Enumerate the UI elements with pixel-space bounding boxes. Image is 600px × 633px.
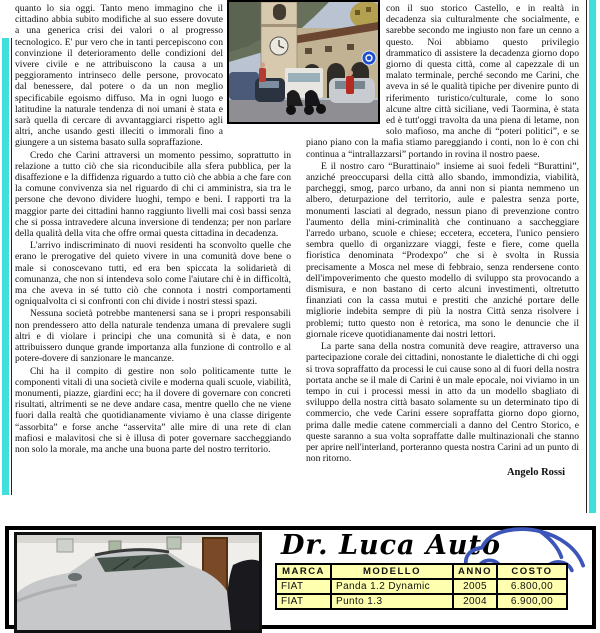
price-table bbox=[275, 563, 568, 610]
dealer-name: Dr. Luca Auto bbox=[281, 530, 501, 561]
paragraph-right-2: E il nostro caro “Burattinaio” insieme ai suoi fedeli “Burattini”, anziché preoccuparsi della città allo sbando, immondizia, viabilità, parcheggi, smog, parco urbano, da anni non si pianta nemmeno un albero, deturpazione del territorio, aule e palestra senza porte, monumenti lasciati al degrado, nessun piano di prevenzione contro l'aumento della mini-criminalità che continuano a saccheggiare l'arredo urbano, scuole e chiese; eccetera, eccetera, l'unico pensiero sembra quello di organizzare viaggi, feste e fiere, come quella fioristica denominata “Prodexpo” che si è svolta in Russia precisamente a Mosca nel mese di febbraio, senza rendersene conto dell'impoverimento che questo modello di sviluppo sta provocando a dismisura, e non bastano di certo alcuni investimenti, oltretutto finanziati con la cassa mutui e prestiti che anziché portare delle migliorie indebita sempre di più la nostra Città senza risolvere i problemi; tutto questo non è retorica, ma sono le denuncie che il giornale riceve quotidianamente dai nostri lettori. bbox=[306, 160, 579, 340]
showroom-car-photo bbox=[14, 532, 262, 633]
paragraph-left-4: Nessuna società potrebbe mantenersi sana se i propri responsabili non prendessero atto della naturale tendenza umana di prevalere sugli altri e di violare i principi che una comunità si è data, e non attribuissero dunque grande importanza alla funzione di controllo e al potere-dovere di sanzionare le mancanze. bbox=[15, 308, 291, 365]
cell-costo: 6.900,00 bbox=[497, 594, 567, 609]
table-row bbox=[276, 579, 567, 594]
table-header-row bbox=[276, 564, 567, 579]
cell-marca: FIAT bbox=[276, 594, 331, 609]
byline: Angelo Rossi bbox=[506, 467, 565, 479]
paragraph-left-1: quanto lo sia oggi. Tanto meno immagino che il cittadino abbia subito modifiche al suo essere dovute a una generica crisi dei valori o al progresso tecnologico. E' pur vero che in tanti percepiscono con convinzione il deterioramento delle condizioni del vivere civile e ne attribuiscono la causa a un peggioramento intrinseco delle persone, provocato dal benessere, dal potere o da un non meglio specificabile egoismo diffuso. Ma in ogni luogo e latitudine la naturale tendenza di noi umani è stata e sarà quella di cercare di avvantaggiarci rispetto agli altri, anche usando gesti illeciti o immorali fino a giungere a un sistema basato sulla sopraffazione. bbox=[15, 3, 223, 149]
paragraph-left-2: Credo che Carini attraversi un momento pessimo, soprattutto in relazione a tutto ciò che sia riconducibile alla sfera pubblica, per la disaffezione e la diffidenza riguardo a tutto ciò che abbia a che fare con la comune convivenza sia nel riguardo di chi ci amministra, sia tra le persone che devono dividere luoghi, tempo e beni. I rapporti tra la maggior parte dei cittadini hanno raggiunto livelli mai così bassi senza che si possa intravedere alcuna inversione di tendenza; per non parlare della qualità della vita che offre ormai questa cittadina in decadenza. bbox=[15, 149, 291, 240]
left-margin-rule bbox=[2, 38, 9, 495]
col-header-costo: COSTO bbox=[497, 564, 567, 579]
cell-costo: 6.800,00 bbox=[497, 579, 567, 594]
paragraph-left-5: Chi ha il compito di gestire non solo politicamente tutte le componenti vitali di una società civile e moderna quali scuole, viabilità, monumenti, piazze, giardini ecc; ha il dovere di governare con concreti risultati, altrimenti se ne deve andare casa, mentre quello che ne viene fuori dalla realtà che quotidianamente viviamo è una classe dirigente “assorbita” e forse anche “asservita” alle mire di una rete di clan mafiosi e malavitosi che si è illusa di poter governare saccheggiando non solo la morale, ma anche una buona parte del nostro territorio. bbox=[15, 365, 292, 455]
piazza-carini-photo bbox=[227, 0, 380, 124]
col-header-marca: MARCA bbox=[276, 564, 331, 579]
col-header-modello: MODELLO bbox=[331, 564, 453, 579]
paragraph-right-1: con il suo storico Castello, e in realtà in decadenza sia culturalmente che socialmente, e sarebbe secondo me ingiusto non fare un cenno a questo. Noi abbiamo questo privilegio drammatico di assistere la decadenza giorno dopo giorno di questa città, come al capezzale di un malato terminale, perché secondo me Carini, che aveva in sé le qualità tipiche per divenire punto di riferimento turistico/culturale, come lo sono alcune altre città siciliane, vedi Taormina, è stata ed è tutt'oggi travolta da una piena di letame, non solo mafioso, ma anche di “poteri politici”, e se piano piano con la mafia stiamo pareggiando i conti, non lo è con chi continua a “intrallazzarsi” portando in rovina il nostro paese. bbox=[306, 3, 579, 160]
cell-marca: FIAT bbox=[276, 579, 331, 594]
right-margin-rule bbox=[589, 0, 596, 513]
col-header-anno: ANNO bbox=[453, 564, 497, 579]
cell-anno: 2004 bbox=[453, 594, 497, 609]
showroom-illustration bbox=[17, 535, 259, 630]
table-row bbox=[276, 594, 567, 609]
cell-modello: Panda 1.2 Dynamic bbox=[331, 579, 453, 594]
car-dealer-ad bbox=[5, 526, 596, 629]
cell-anno: 2005 bbox=[453, 579, 497, 594]
piazza-photo-illustration bbox=[229, 2, 378, 122]
paragraph-right-3: La parte sana della nostra comunità deve reagire, attraverso una partecipazione corale dei cittadini, nonostante le dialettiche di chi oggi si trova sopraffatto da processi le cui cause sono al di fuori della nostra portata anche se il male di Carini è un male epocale, noi viviamo in un tempo in cui i processi messi in atto da un modello sbagliato di sviluppo della nostra città basato solamente su un determinato tipo di commercio, che vede Carini essere sopraffatta giorno dopo giorno, prima dalle medie catene commerciali a danno del Centro Storico, e queste saranno a sua volta sopraffatte dalle multinazionali che stanno per aprire nell'interland, porteranno questa nostra Carini ad un punto di non ritorno. bbox=[306, 341, 579, 465]
cell-modello: Punto 1.3 bbox=[331, 594, 453, 609]
paragraph-left-3: L'arrivo indiscriminato di nuovi residenti ha sconvolto quelle che erano le prerogative del quieto vivere in una comunità dove bene o male si conoscevano tutti, ed era ben spiccata la solidarietà di comunanza, che non si intendeva solo come l'aiutare chi è in difficoltà, ma che aveva in sé tutto ciò che connota i nostri comportamenti ogniqualvolta ci si confronti con chi divide i nostri stessi spazi. bbox=[15, 240, 291, 308]
